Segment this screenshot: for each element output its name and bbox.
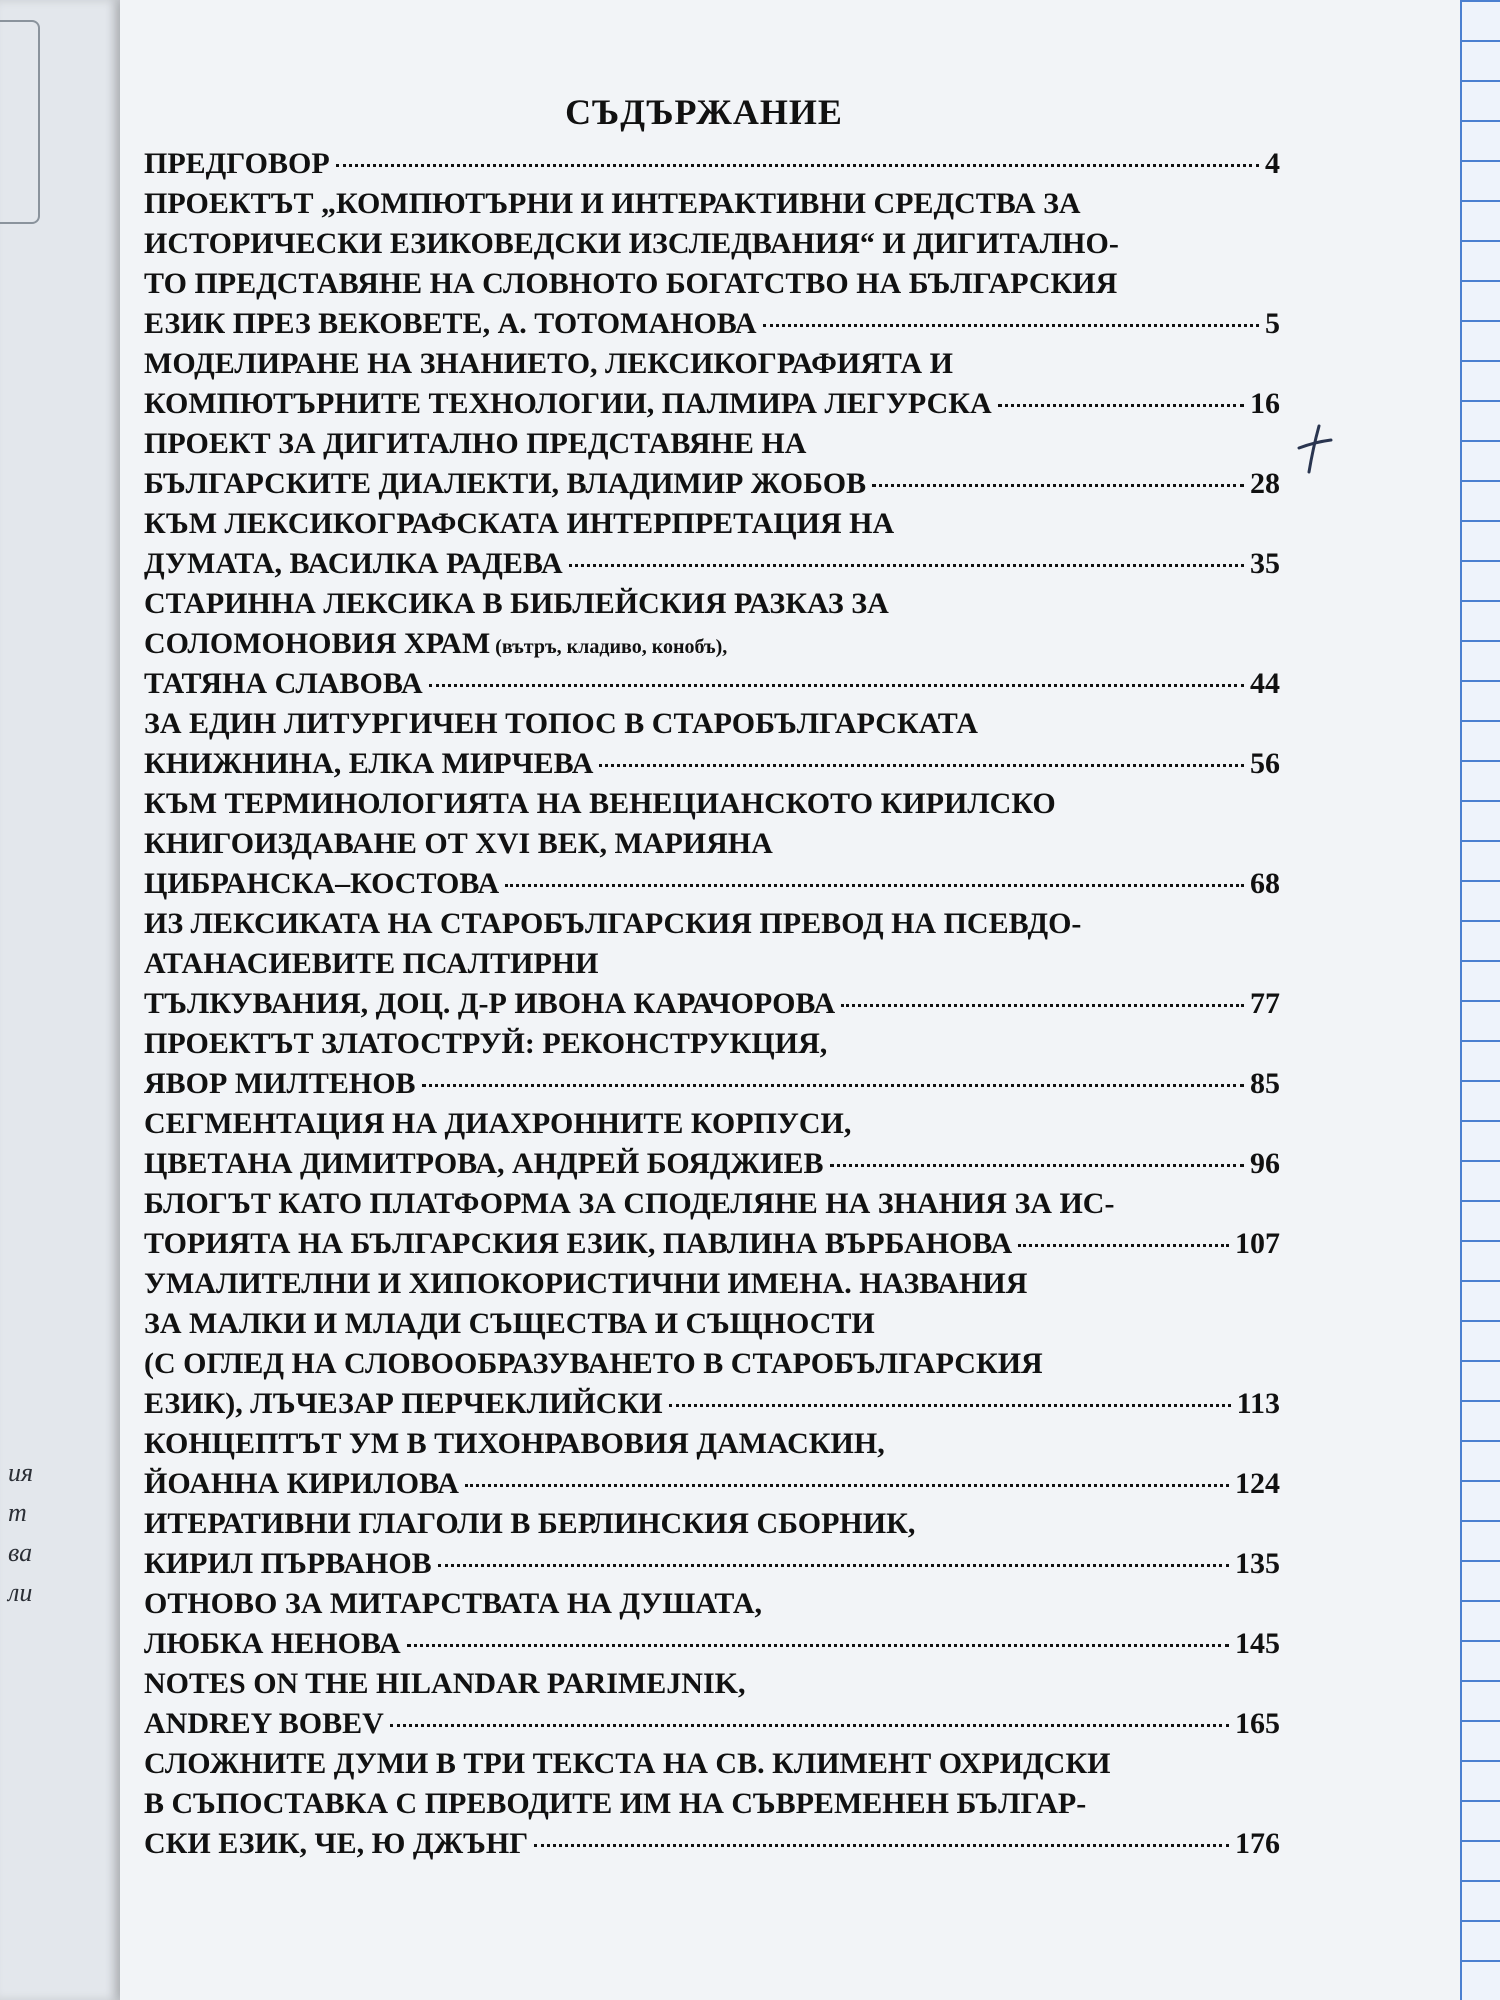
toc-entry-last-line <box>144 1704 1280 1744</box>
toc-entry-text: ЦВЕТАНА ДИМИТРОВА, АНДРЕЙ БОЯДЖИЕВ <box>144 1147 824 1180</box>
toc-entry-text: ANDREY BOBEV <box>144 1707 384 1740</box>
dot-leader <box>569 564 1244 567</box>
toc-entry <box>144 1184 1280 1264</box>
dot-leader <box>763 324 1259 327</box>
toc-entry-line: ОТНОВО ЗА МИТАРСТВАТА НА ДУШАТА, <box>144 1587 763 1620</box>
toc-entry-text: СКИ ЕЗИК, ЧЕ, Ю ДЖЪНГ <box>144 1827 529 1860</box>
toc-entry-line: ПРОЕКТЪТ ЗЛАТОСТРУЙ: РЕКОНСТРУКЦИЯ, <box>144 1027 828 1060</box>
left-page <box>0 0 120 2000</box>
toc-entry <box>144 144 1280 184</box>
toc-entry-last-line <box>144 1544 1280 1584</box>
toc-entry-text: ТАТЯНА СЛАВОВА <box>144 667 423 700</box>
toc-entry <box>144 1424 1280 1504</box>
toc-entry <box>144 1024 1280 1104</box>
toc-entry-text: ЕЗИК), ЛЪЧЕЗАР ПЕРЧЕКЛИЙСКИ <box>144 1387 663 1420</box>
toc-entry-line: КОНЦЕПТЪТ УМ В ТИХОНРАВОВИЯ ДАМАСКИН, <box>144 1427 885 1460</box>
toc-entry-text: ДУМАТА, ВАСИЛКА РАДЕВА <box>144 547 563 580</box>
page-number: 165 <box>1235 1707 1280 1740</box>
toc-entry-line: СЛОЖНИТЕ ДУМИ В ТРИ ТЕКСТА НА СВ. КЛИМЕНТ ОХРИДСКИ <box>144 1747 1111 1780</box>
toc-entry-line: СТАРИННА ЛЕКСИКА В БИБЛЕЙСКИЯ РАЗКАЗ ЗА <box>144 587 889 620</box>
toc-entry-line: ПРОЕКТ ЗА ДИГИТАЛНО ПРЕДСТАВЯНЕ НА <box>144 427 807 460</box>
toc-entry-text: КНИЖНИНА, ЕЛКА МИРЧЕВА <box>144 747 594 780</box>
dot-leader <box>841 1004 1244 1007</box>
toc-entry-text: ПРЕДГОВОР <box>144 147 330 180</box>
dot-leader <box>830 1164 1244 1167</box>
toc-entry-last-line <box>144 864 1280 904</box>
page-number: 16 <box>1250 387 1280 420</box>
margin-note: т <box>8 1498 27 1527</box>
margin-note: ия <box>8 1458 34 1487</box>
dot-leader <box>422 1084 1244 1087</box>
dot-leader <box>438 1564 1229 1567</box>
toc-entry-line: КЪМ ТЕРМИНОЛОГИЯТА НА ВЕНЕЦИАНСКОТО КИРИЛСКО <box>144 787 1056 820</box>
grid-notebook-page <box>1460 0 1500 2000</box>
page-number: 4 <box>1265 147 1280 180</box>
page-number: 176 <box>1235 1827 1280 1860</box>
toc-entry-old-words: (вътръ, кладиво, конобъ), <box>490 636 728 658</box>
dot-leader <box>599 764 1244 767</box>
toc-entry-line: СЕГМЕНТАЦИЯ НА ДИАХРОННИТЕ КОРПУСИ, <box>144 1107 852 1140</box>
toc-entry-last-line <box>144 144 1280 184</box>
toc-entry-line: ЗА ЕДИН ЛИТУРГИЧЕН ТОПОС В СТАРОБЪЛГАРСКАТА <box>144 707 978 740</box>
toc-entry <box>144 1584 1280 1664</box>
toc-entry-line: ИЗ ЛЕКСИКАТА НА СТАРОБЪЛГАРСКИЯ ПРЕВОД НА ПСЕВДО- <box>144 907 1082 940</box>
toc-entry <box>144 504 1280 584</box>
toc-entry-text: ЦИБРАНСКА–КОСТОВА <box>144 867 500 900</box>
toc-entry-last-line <box>144 464 1280 504</box>
toc-entry-line: ИСТОРИЧЕСКИ ЕЗИКОВЕДСКИ ИЗСЛЕДВАНИЯ“ И ДИГИТАЛНО- <box>144 227 1119 260</box>
page-number: 68 <box>1250 867 1280 900</box>
page-number: 56 <box>1250 747 1280 780</box>
dot-leader <box>669 1404 1231 1407</box>
toc-entry <box>144 1264 1280 1424</box>
dot-leader <box>534 1844 1229 1847</box>
toc-entry-last-line <box>144 744 1280 784</box>
toc-entry-text: КОМПЮТЪРНИТЕ ТЕХНОЛОГИИ, ПАЛМИРА ЛЕГУРСКА <box>144 387 992 420</box>
dot-leader <box>1018 1244 1229 1247</box>
toc-entry-text: ЛЮБКА НЕНОВА <box>144 1627 401 1660</box>
dot-leader <box>407 1644 1229 1647</box>
page-number: 35 <box>1250 547 1280 580</box>
toc-entry-last-line <box>144 384 1280 424</box>
toc-entry-last-line <box>144 1624 1280 1664</box>
toc-entry <box>144 344 1280 424</box>
toc-entry <box>144 584 1280 704</box>
toc-entry-line: В СЪПОСТАВКА С ПРЕВОДИТЕ ИМ НА СЪВРЕМЕНЕН БЪЛГАР- <box>144 1787 1087 1820</box>
toc-entry <box>144 704 1280 784</box>
dot-leader <box>429 684 1244 687</box>
handwritten-plus-mark <box>1295 418 1335 478</box>
toc-entry-last-line <box>144 1144 1280 1184</box>
dot-leader <box>336 164 1259 167</box>
page-number: 135 <box>1235 1547 1280 1580</box>
toc-entry <box>144 424 1280 504</box>
page-number: 85 <box>1250 1067 1280 1100</box>
page-number: 5 <box>1265 307 1280 340</box>
toc-entry <box>144 1744 1280 1864</box>
toc-entry-last-line <box>144 1384 1280 1424</box>
toc-entry-line: БЛОГЪТ КАТО ПЛАТФОРМА ЗА СПОДЕЛЯНЕ НА ЗНАНИЯ ЗА ИС- <box>144 1187 1115 1220</box>
toc-entry-last-line <box>144 304 1280 344</box>
dot-leader <box>390 1724 1229 1727</box>
page-number: 44 <box>1250 667 1280 700</box>
dot-leader <box>998 404 1244 407</box>
toc-entry-line <box>144 624 1280 664</box>
toc-entry-text: КИРИЛ ПЪРВАНОВ <box>144 1547 432 1580</box>
toc-entry-text: БЪЛГАРСКИТЕ ДИАЛЕКТИ, ВЛАДИМИР ЖОБОВ <box>144 467 867 500</box>
toc-entry-text: ТОРИЯТА НА БЪЛГАРСКИЯ ЕЗИК, ПАВЛИНА ВЪРБАНОВА <box>144 1227 1013 1260</box>
toc-entry-text: ЯВОР МИЛТЕНОВ <box>144 1067 416 1100</box>
toc-entry-line: ТО ПРЕДСТАВЯНЕ НА СЛОВНОТО БОГАТСТВО НА БЪЛГАРСКИЯ <box>144 267 1118 300</box>
toc-entry-last-line <box>144 984 1280 1024</box>
toc-entry-line: КНИГОИЗДАВАНЕ ОТ XVI ВЕК, МАРИЯНА <box>144 827 773 860</box>
toc-entry-text: ЙОАННА КИРИЛОВА <box>144 1467 459 1500</box>
toc-entry-text: СОЛОМОНОВИЯ ХРАМ <box>144 627 491 660</box>
page-number: 124 <box>1235 1467 1280 1500</box>
toc-entry-last-line <box>144 1824 1280 1864</box>
toc-entry-line: ЗА МАЛКИ И МЛАДИ СЪЩЕСТВА И СЪЩНОСТИ <box>144 1307 875 1340</box>
toc-entry <box>144 1664 1280 1744</box>
toc-entry-line: ПРОЕКТЪТ „КОМПЮТЪРНИ И ИНТЕРАКТИВНИ СРЕДСТВА ЗА <box>144 187 1081 220</box>
toc-title: СЪДЪРЖАНИЕ <box>565 92 843 132</box>
dot-leader <box>505 884 1244 887</box>
toc-entry <box>144 904 1280 1024</box>
toc-entry <box>144 184 1280 344</box>
page-number: 28 <box>1250 467 1280 500</box>
left-page-frame <box>0 20 40 224</box>
toc-entry-line: (С ОГЛЕД НА СЛОВООБРАЗУВАНЕТО В СТАРОБЪЛГАРСКИЯ <box>144 1347 1043 1380</box>
page-number: 113 <box>1236 1387 1280 1420</box>
toc-entry-last-line <box>144 1464 1280 1504</box>
margin-note: ли <box>8 1578 33 1607</box>
dot-leader <box>872 484 1244 487</box>
toc-entry-line: МОДЕЛИРАНЕ НА ЗНАНИЕТО, ЛЕКСИКОГРАФИЯТА И <box>144 347 953 380</box>
page-number: 77 <box>1250 987 1280 1020</box>
page-number: 107 <box>1235 1227 1280 1260</box>
toc-entry-last-line <box>144 544 1280 584</box>
toc-entry <box>144 784 1280 904</box>
toc-entry <box>144 1504 1280 1584</box>
page-number: 145 <box>1235 1627 1280 1660</box>
toc-entry-line: NOTES ON THE HILANDAR PARIMEJNIK, <box>144 1667 746 1700</box>
toc-entry-line: КЪМ ЛЕКСИКОГРАФСКАТА ИНТЕРПРЕТАЦИЯ НА <box>144 507 895 540</box>
toc-entry-line: ИТЕРАТИВНИ ГЛАГОЛИ В БЕРЛИНСКИЯ СБОРНИК, <box>144 1507 916 1540</box>
toc-entry-line: АТАНАСИЕВИТЕ ПСАЛТИРНИ <box>144 947 599 980</box>
dot-leader <box>465 1484 1229 1487</box>
toc-entry-text: ЕЗИК ПРЕЗ ВЕКОВЕТЕ, А. ТОТОМАНОВА <box>144 307 757 340</box>
toc-entry-last-line <box>144 664 1280 704</box>
toc-entry-last-line <box>144 1064 1280 1104</box>
page-number: 96 <box>1250 1147 1280 1180</box>
toc-entry-last-line <box>144 1224 1280 1264</box>
toc-entry-text: ТЪЛКУВАНИЯ, ДОЦ. Д-Р ИВОНА КАРАЧОРОВА <box>144 987 836 1020</box>
toc-entries <box>144 144 1280 1864</box>
toc-entry-line: УМАЛИТЕЛНИ И ХИПОКОРИСТИЧНИ ИМЕНА. НАЗВАНИЯ <box>144 1267 1028 1300</box>
table-of-contents <box>144 80 1280 1864</box>
margin-note: ва <box>8 1538 33 1567</box>
toc-entry <box>144 1104 1280 1184</box>
